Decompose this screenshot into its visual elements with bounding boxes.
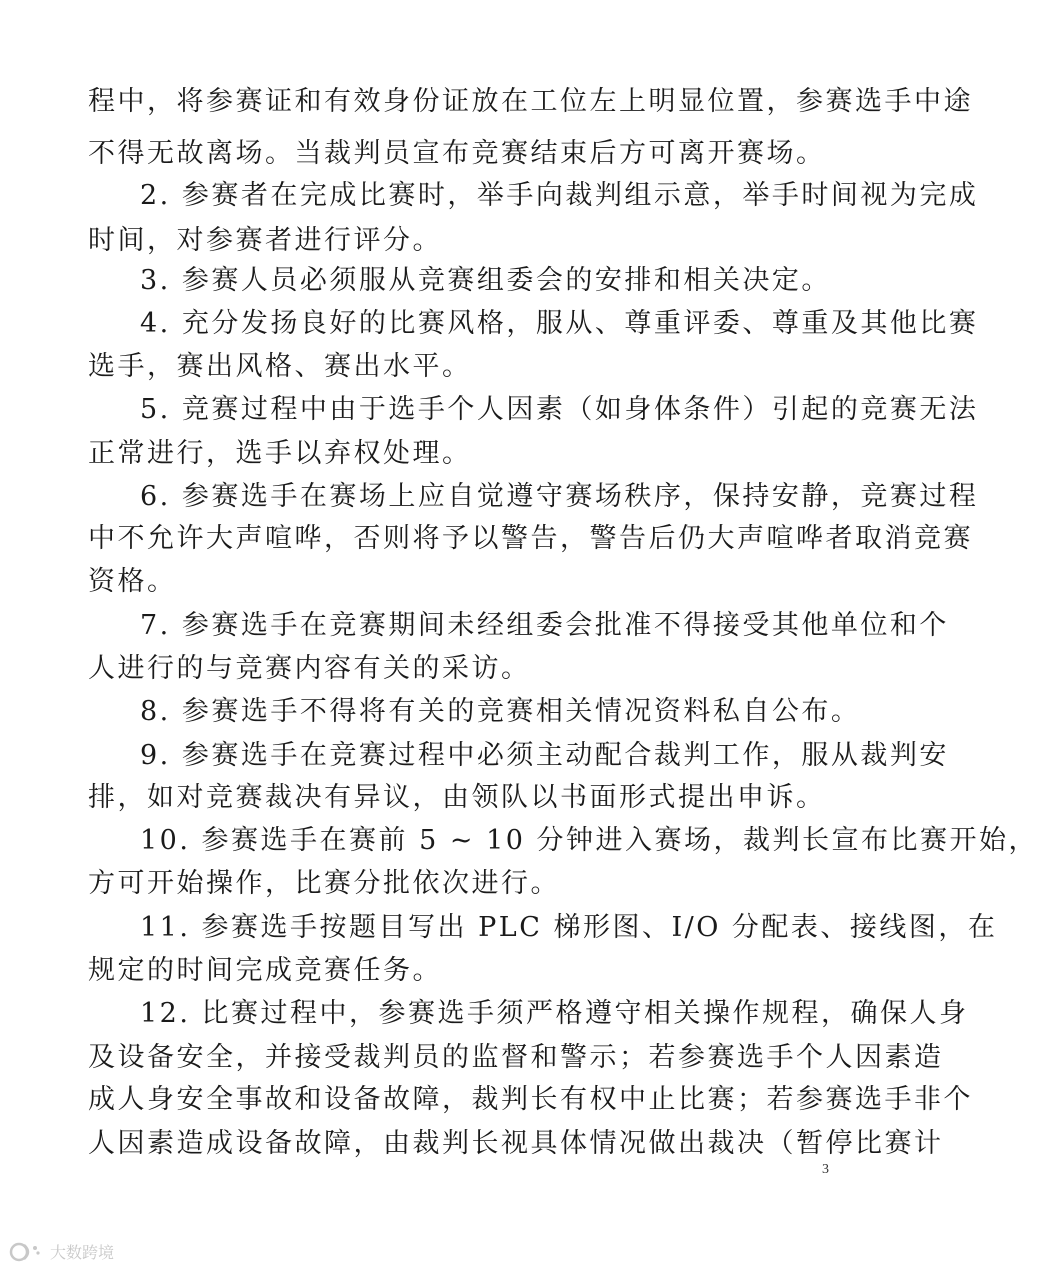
text-line: 程中，将参赛证和有效身份证放在工位左上明显位置，参赛选手中途 (88, 86, 973, 117)
text-line: 3. 参赛人员必须服从竞赛组委会的安排和相关决定。 (140, 265, 831, 296)
text-line: 排，如对竞赛裁决有异议，由领队以书面形式提出申诉。 (88, 782, 826, 813)
watermark-text: 大数跨境 (50, 1243, 115, 1262)
text-line: 6. 参赛选手在赛场上应自觉遵守赛场秩序，保持安静，竞赛过程 (140, 481, 979, 512)
text-line: 时间，对参赛者进行评分。 (88, 225, 442, 256)
text-line: 12. 比赛过程中，参赛选手须严格遵守相关操作规程，确保人身 (140, 998, 969, 1029)
text-line: 方可开始操作，比赛分批依次进行。 (88, 868, 560, 899)
text-line: 11. 参赛选手按题目写出 PLC 梯形图、I/O 分配表、接线图，在 (140, 912, 998, 943)
text-line: 5. 竞赛过程中由于选手个人因素（如身体条件）引起的竞赛无法 (140, 394, 979, 425)
text-line: 不得无故离场。当裁判员宣布竞赛结束后方可离开赛场。 (88, 138, 826, 169)
text-line: 2. 参赛者在完成比赛时，举手向裁判组示意，举手时间视为完成 (140, 180, 979, 211)
text-line: 及设备安全，并接受裁判员的监督和警示；若参赛选手个人因素造 (88, 1042, 944, 1073)
brand-logo-icon (8, 1241, 42, 1263)
text-line: 中不允许大声喧哗，否则将予以警告，警告后仍大声喧哗者取消竞赛 (88, 523, 973, 554)
text-line: 选手，赛出风格、赛出水平。 (88, 351, 472, 382)
text-line: 人进行的与竞赛内容有关的采访。 (88, 653, 531, 684)
text-line: 9. 参赛选手在竞赛过程中必须主动配合裁判工作，服从裁判安 (140, 740, 949, 771)
text-line: 7. 参赛选手在竞赛期间未经组委会批准不得接受其他单位和个 (140, 610, 949, 641)
text-line: 规定的时间完成竞赛任务。 (88, 955, 442, 986)
text-line: 成人身安全事故和设备故障，裁判长有权中止比赛；若参赛选手非个 (88, 1084, 973, 1115)
page-number: 3 (822, 1162, 829, 1177)
text-line: 4. 充分发扬良好的比赛风格，服从、尊重评委、尊重及其他比赛 (140, 308, 979, 339)
text-line: 8. 参赛选手不得将有关的竞赛相关情况资料私自公布。 (140, 696, 861, 727)
watermark (8, 1240, 114, 1263)
text-line: 资格。 (88, 566, 177, 597)
text-line: 人因素造成设备故障，由裁判长视具体情况做出裁决（暂停比赛计 (88, 1128, 944, 1159)
text-line: 10. 参赛选手在赛前 5 ~ 10 分钟进入赛场，裁判长宣布比赛开始， (140, 825, 1038, 856)
text-line: 正常进行，选手以弃权处理。 (88, 438, 472, 469)
